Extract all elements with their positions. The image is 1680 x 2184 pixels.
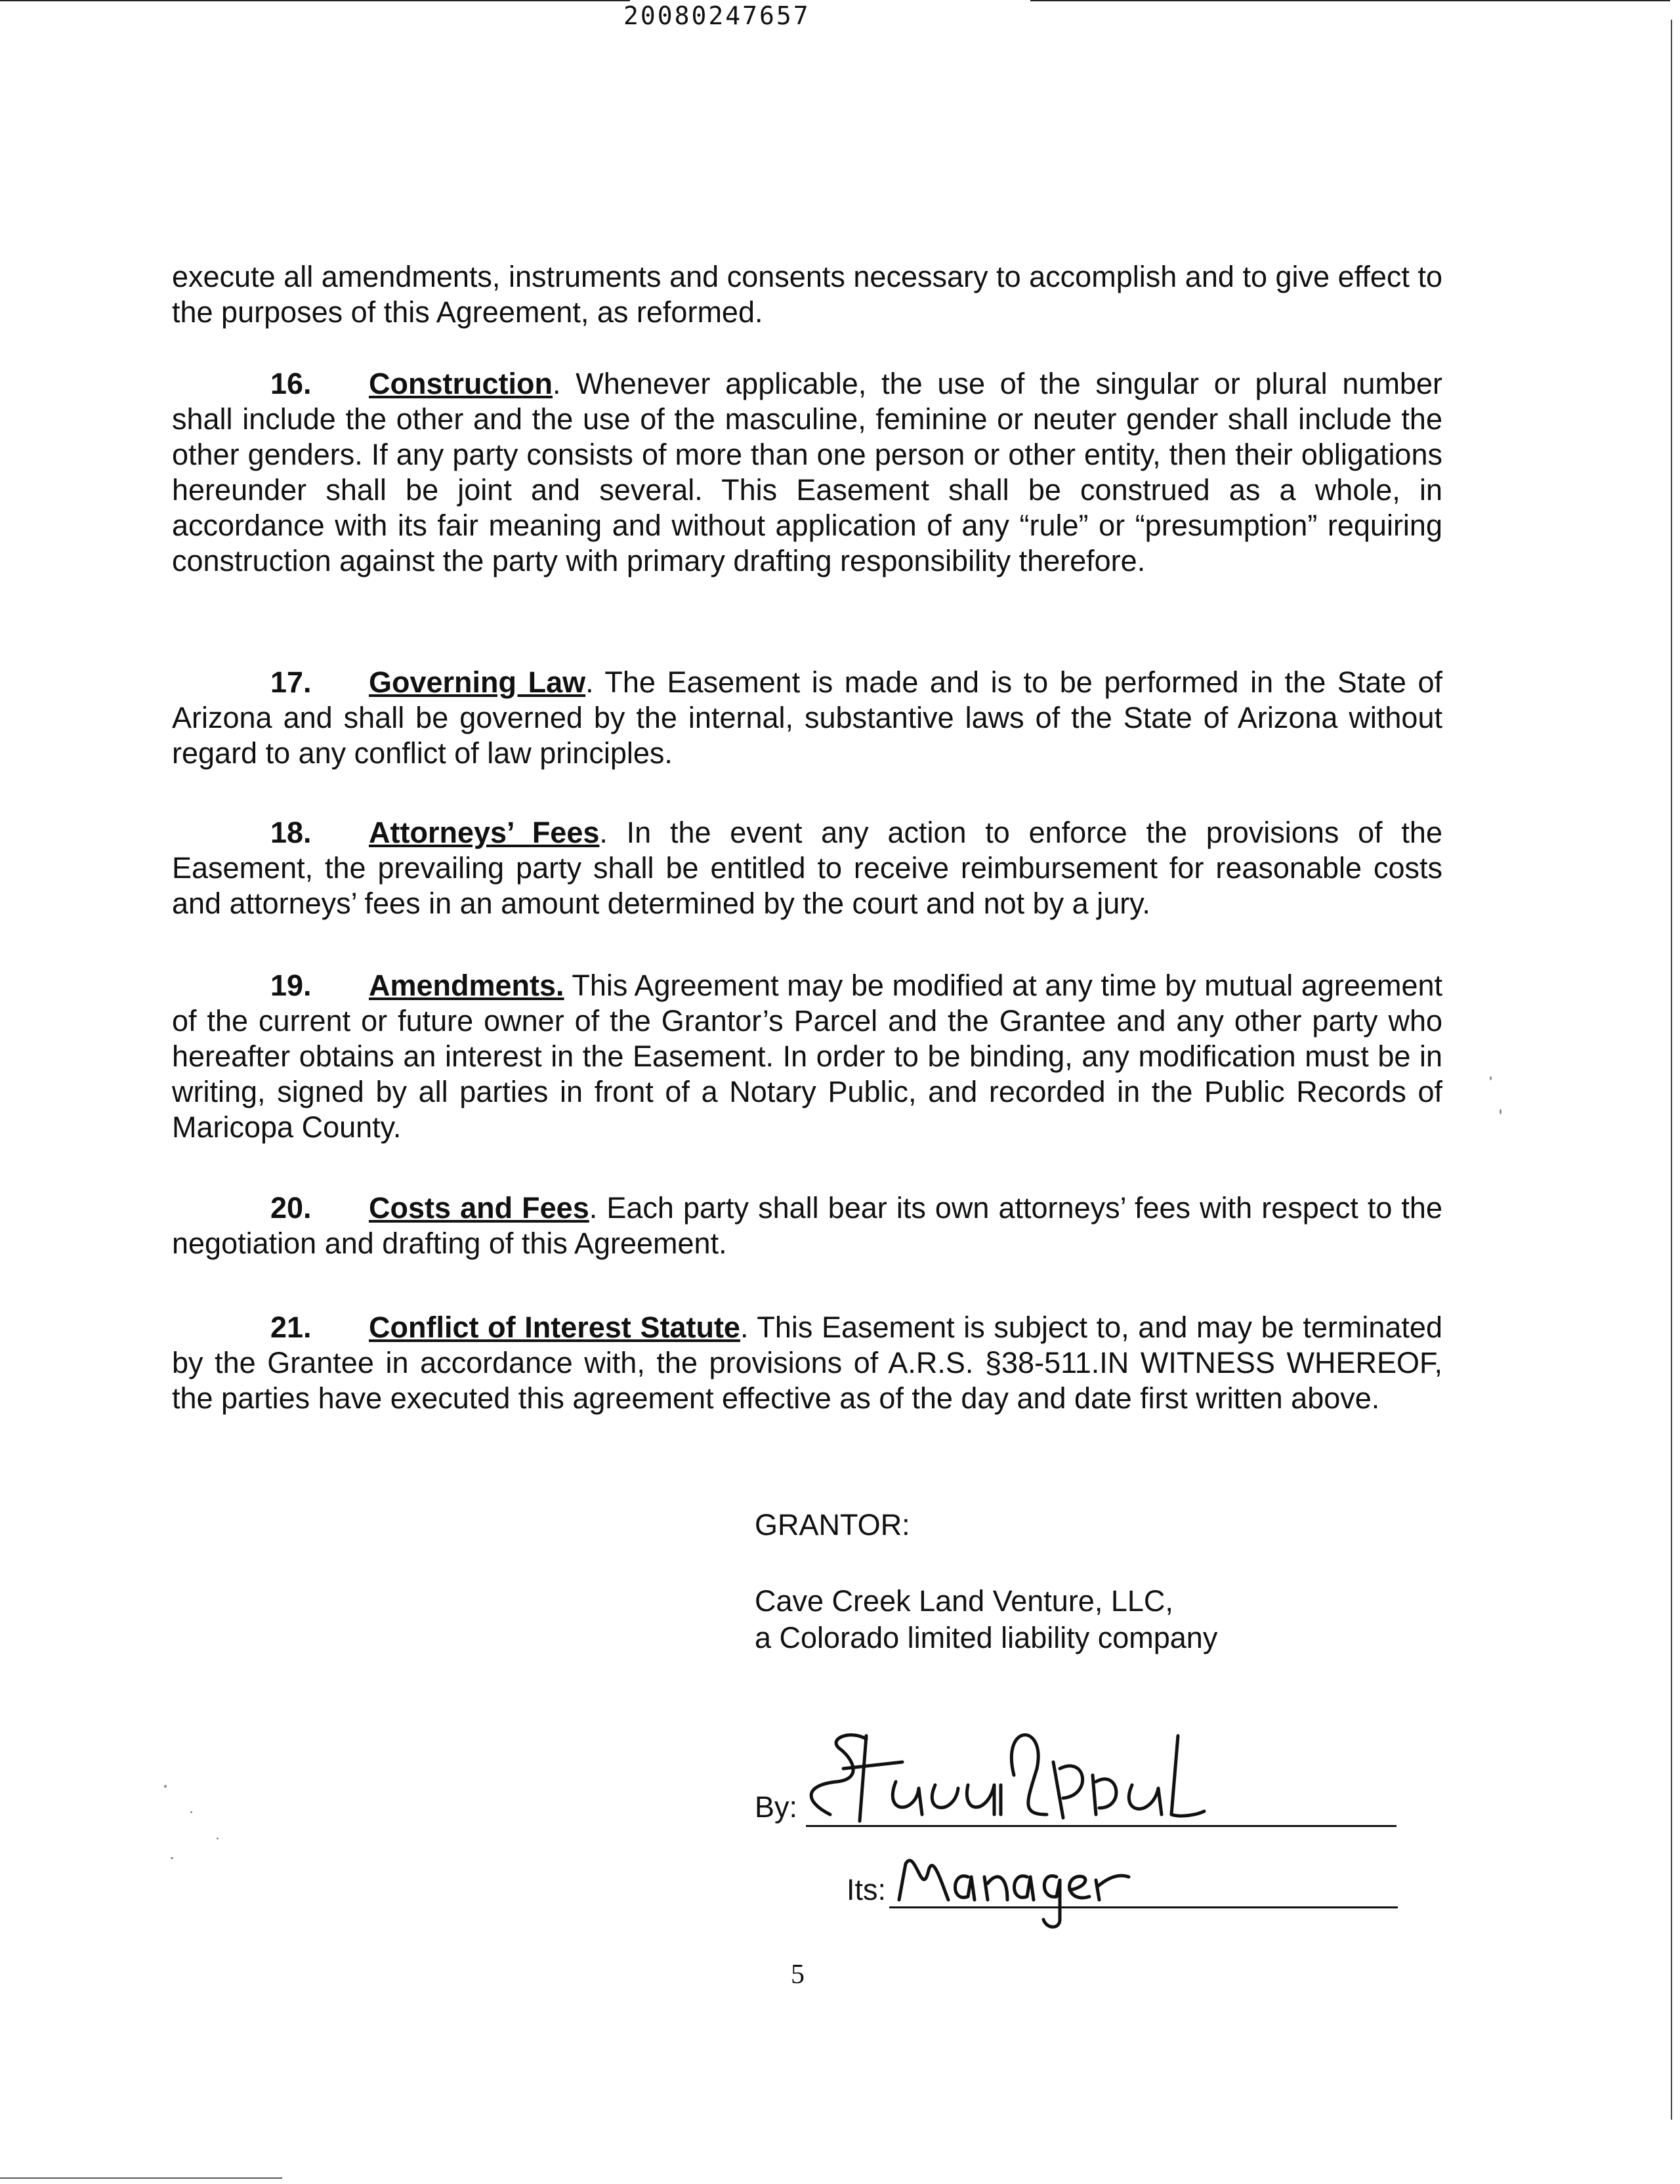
- section-20-heading-punct: .: [589, 1191, 598, 1225]
- section-18-heading: Attorneys’ Fees: [369, 816, 600, 849]
- handwritten-signature: [804, 1723, 1263, 1847]
- scan-speck: [164, 1785, 167, 1788]
- section-21-conflict-of-interest: [172, 1310, 1442, 1416]
- scan-speck: [1490, 1076, 1492, 1080]
- scan-speck: [171, 1857, 173, 1859]
- section-20-number: 20.: [270, 1191, 312, 1225]
- top-rule-right: [1030, 0, 1670, 1]
- top-rule-left: [0, 0, 630, 1]
- section-16-number: 16.: [270, 367, 312, 400]
- continuation-paragraph: execute all amendments, instruments and consents necessary to accomplish and to give effect to the purposes of this Agreement, as reformed.: [172, 260, 1442, 329]
- recording-number: 20080247657: [623, 1, 810, 30]
- section-21-number: 21.: [270, 1311, 312, 1344]
- section-19-heading: Amendments.: [369, 969, 564, 1002]
- section-16-heading-punct: .: [552, 367, 561, 400]
- section-18-attorneys-fees: [172, 815, 1442, 921]
- section-20-text: Each party shall bear its own attorneys’ fees with respect to the negotiation and drafting of this Agreement.: [172, 1191, 1442, 1260]
- page-number: 5: [791, 1960, 805, 1990]
- section-17-text: The Easement is made and is to be performed in the State of Arizona and shall be governed by the internal, substantive laws of the State of Arizona without regard to any conflict of law principles.: [172, 665, 1442, 770]
- section-16-heading: Construction: [369, 367, 553, 400]
- page-right-edge: [1671, 20, 1672, 2120]
- scan-speck: [217, 1838, 219, 1839]
- grantor-entity-name: Cave Creek Land Venture, LLC,: [755, 1584, 1173, 1618]
- section-18-heading-punct: .: [599, 816, 608, 849]
- scan-speck: [1500, 1109, 1502, 1114]
- its-label: Its:: [847, 1873, 887, 1906]
- section-19-text: This Agreement may be modified at any time by mutual agreement of the current or future owner of the Grantor’s Parcel and the Grantee and any other party who hereafter obtains an interest in the Easement. In order to be binding, any modification must be in writing, signed by all parties in front of a Notary Public, and recorded in the Public Records of Maricopa County.: [172, 969, 1442, 1144]
- section-17-heading: Governing Law: [369, 665, 586, 699]
- section-21-text: This Easement is subject to, and may be terminated by the Grantee in accordance with, the provisions of A.R.S. §38-511.IN WITNESS WHEREOF, the parties have executed this agreement effective as of the day and date first written above.: [172, 1311, 1442, 1415]
- section-18-number: 18.: [270, 816, 312, 849]
- section-21-heading-punct: .: [740, 1311, 749, 1344]
- scan-speck: [190, 1811, 192, 1813]
- handwritten-title: [892, 1831, 1168, 1929]
- section-16-text: Whenever applicable, the use of the singular or plural number shall include the other and the use of the masculine, feminine or neuter gender shall include the other genders. If any party consists of more than one person or other entity, then their obligations hereunder shall be joint and several. This Easement shall be construed as a whole, in accordance with its fair meaning and without application of any “rule” or “presumption” requiring construction against the party with primary drafting responsibility therefore.: [172, 367, 1442, 578]
- section-19-number: 19.: [270, 969, 312, 1002]
- section-17-number: 17.: [270, 665, 312, 699]
- grantor-label: GRANTOR:: [755, 1508, 910, 1542]
- bottom-rule: [0, 2177, 282, 2179]
- section-16-construction: [172, 366, 1442, 579]
- section-19-amendments: [172, 968, 1442, 1145]
- section-20-heading: Costs and Fees: [369, 1191, 589, 1225]
- grantor-entity-description: a Colorado limited liability company: [755, 1621, 1218, 1654]
- section-17-governing-law: [172, 665, 1442, 771]
- section-20-costs-and-fees: [172, 1190, 1442, 1261]
- section-18-text: In the event any action to enforce the provisions of the Easement, the prevailing party shall be entitled to receive reimbursement for reasonable costs and attorneys’ fees in an amount determined by the court and not by a jury.: [172, 816, 1442, 920]
- by-label: By:: [755, 1790, 798, 1824]
- section-17-heading-punct: .: [585, 665, 594, 699]
- section-21-heading: Conflict of Interest Statute: [369, 1311, 740, 1344]
